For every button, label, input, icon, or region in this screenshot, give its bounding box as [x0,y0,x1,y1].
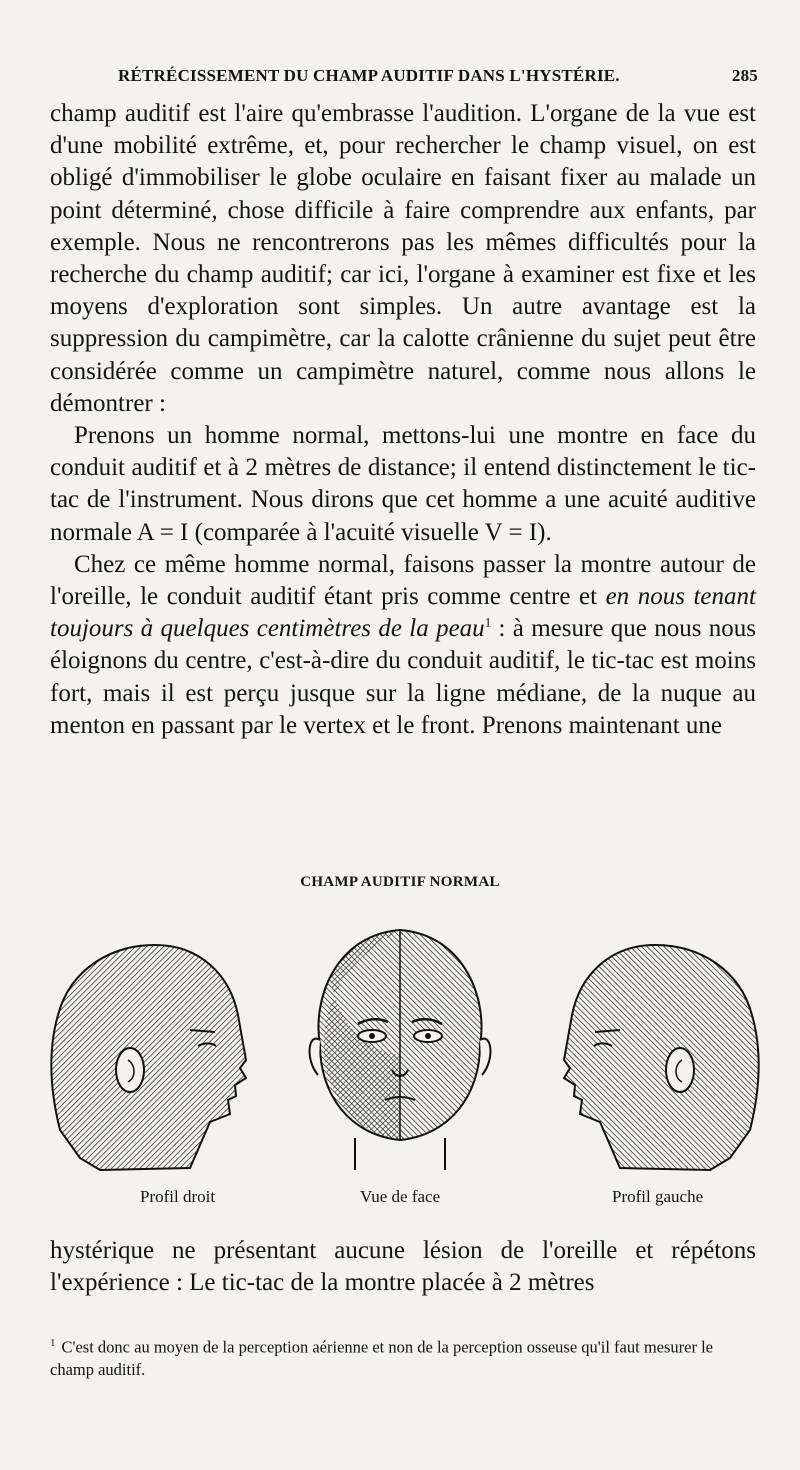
footnote [50,1332,756,1381]
paragraph-3-start: Chez ce même homme normal, faisons passer la montre autour de l'oreille, le conduit auditif étant pris comme centre et [50,550,756,611]
footnote-text: C'est donc au moyen de la perception aérienne et non de la perception osseuse qu'il faut mesurer le champ auditif. [50,1337,714,1379]
caption-vue-de-face: Vue de face [360,1187,441,1206]
page-number: 285 [731,66,758,85]
auditory-field-figure [40,900,770,1190]
caption-profil-gauche: Profil gauche [612,1187,704,1206]
paragraph-1: champ auditif est l'aire qu'embrasse l'audition. L'organe de la vue est d'une mobilité extrême, et, pour rechercher le champ visuel, on est obligé d'immobiliser le globe oculaire en faisant fixer au malade un point déterminé, chose difficile à faire comprendre aux enfants, par exemple. Nous ne rencontrerons pas les mêmes difficultés pour la recherche du champ auditif; car ici, l'organe à examiner est fixe et les moyens d'exploration sont simples. Un autre avantage est la suppression du campimètre, car la calotte crânienne du sujet peut être considérée comme un campimètre naturel, comme nous allons le démontrer : [50,100,756,417]
head-profile-left [564,945,759,1170]
body-text-bottom [50,1235,756,1299]
paragraph-2: Prenons un homme normal, mettons-lui une montre en face du conduit auditif et à 2 mètres de distance; il entend distinctement le tic-tac de l'instrument. Nous dirons que cet homme a une acuité auditive normale A = I (comparée à l'acuité visuelle V = I). [50,422,756,546]
head-profile-right [51,945,246,1170]
paragraph-3-end: : à mesure que nous nous éloignons du centre, c'est-à-dire du conduit auditif, le tic-tac est moins fort, mais il est perçu jusque sur la ligne médiane, de la nuque au menton en passant par le vertex et le front. Prenons maintenant une [50,615,756,739]
footnote-mark: 1 [50,1337,56,1349]
head-front-view [310,930,491,1170]
paragraph-3-italic: en nous tenant toujours à quelques centimètres de la peau [50,583,756,643]
footnote-ref[interactable]: 1 [484,614,492,630]
body-text-top [50,98,756,742]
header-title: RÉTRÉCISSEMENT DU CHAMP AUDITIF DANS L'HYSTÉRIE. [118,66,620,85]
caption-profil-droit: Profil droit [140,1187,216,1206]
figure-title: CHAMP AUDITIF NORMAL [300,874,500,890]
paragraph-4: hystérique ne présentant aucune lésion de l'oreille et répétons l'expérience : Le tic-tac de la montre placée à 2 mètres [50,1237,756,1297]
paragraph-3 [50,549,756,742]
